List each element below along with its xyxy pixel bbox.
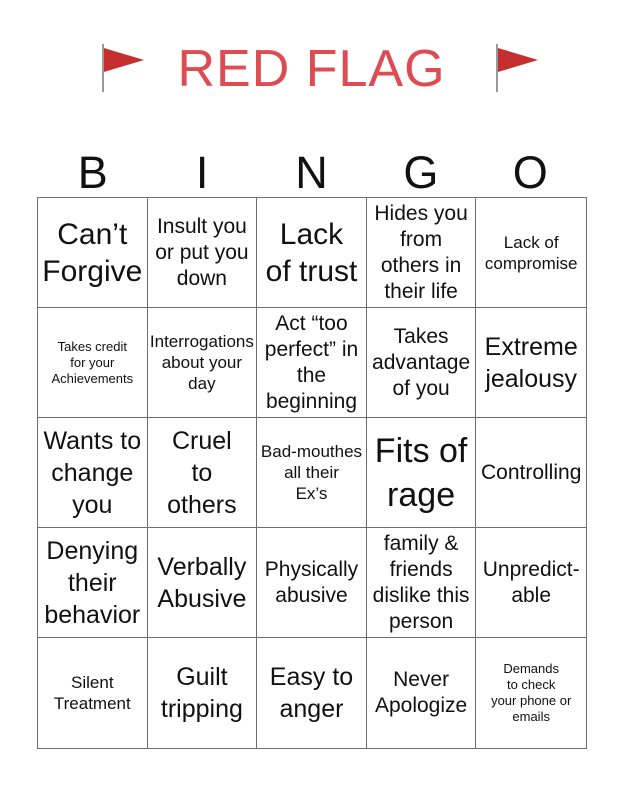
cell-text: Silent Treatment	[53, 673, 131, 713]
cell-text: Verbally Abusive	[157, 552, 247, 613]
cell-text: Takes advantage of you	[372, 324, 471, 400]
cell-text: family & friends dislike this person	[372, 531, 470, 633]
bingo-cell[interactable]	[38, 418, 148, 528]
cell-text: Act “too perfect” in the beginning	[264, 311, 359, 413]
bingo-cell[interactable]	[476, 528, 586, 638]
bingo-cell[interactable]	[367, 638, 477, 748]
bingo-letter: I	[195, 147, 209, 198]
bingo-board	[37, 197, 587, 749]
cell-text: Denying their behavior	[44, 536, 141, 629]
bingo-letter: B	[77, 147, 108, 198]
cell-text: Insult you or put you down	[155, 214, 249, 290]
cell-text: Fits of rage	[374, 431, 468, 514]
cell-text: Easy to anger	[269, 663, 354, 723]
bingo-cell[interactable]	[148, 638, 258, 748]
cell-text: Never Apologize	[374, 668, 468, 717]
bingo-cell[interactable]	[257, 198, 367, 308]
cell-text: Lack of trust	[265, 217, 358, 288]
bingo-cell[interactable]	[38, 198, 148, 308]
cell-text: Physically abusive	[264, 557, 359, 607]
bingo-header	[38, 147, 585, 198]
bingo-cell[interactable]	[38, 528, 148, 638]
bingo-cell[interactable]	[148, 528, 258, 638]
title-row	[0, 38, 623, 108]
bingo-letter: O	[512, 147, 548, 198]
cell-text: Cruel to others	[167, 426, 237, 519]
bingo-letter: G	[403, 147, 439, 198]
bingo-cell[interactable]	[148, 418, 258, 528]
cell-text: Hides you from others in their life	[374, 201, 468, 303]
cell-text: Extreme jealousy	[484, 332, 578, 393]
bingo-cell[interactable]	[257, 638, 367, 748]
red-flag-icon	[492, 40, 542, 92]
bingo-cell[interactable]	[367, 308, 477, 418]
cell-text: Unpredict- able	[482, 557, 580, 607]
bingo-cell[interactable]	[257, 308, 367, 418]
cell-text: Bad-mouthes all their Ex’s	[260, 442, 363, 503]
cell-text: Can’t Forgive	[42, 217, 143, 288]
cell-text: Takes credit for your Achievements	[51, 338, 134, 386]
bingo-cell[interactable]	[367, 418, 477, 528]
bingo-cell[interactable]	[148, 308, 258, 418]
bingo-cell[interactable]	[257, 418, 367, 528]
bingo-cell[interactable]	[476, 308, 586, 418]
bingo-cell[interactable]	[38, 308, 148, 418]
bingo-cell[interactable]	[148, 198, 258, 308]
cell-text: Demands to check your phone or emails	[491, 661, 572, 724]
page-title: RED FLAG	[177, 40, 446, 98]
cell-text: Controlling	[480, 460, 582, 484]
cell-text: Guilt tripping	[160, 663, 243, 723]
cell-text: Wants to change you	[43, 426, 142, 519]
bingo-cell[interactable]	[476, 198, 586, 308]
bingo-cell[interactable]	[257, 528, 367, 638]
bingo-cell[interactable]	[476, 638, 586, 748]
bingo-cell[interactable]	[367, 198, 477, 308]
bingo-cell[interactable]	[476, 418, 586, 528]
bingo-cell[interactable]	[367, 528, 477, 638]
cell-text: Lack of compromise	[484, 232, 578, 273]
bingo-letter: N	[295, 147, 328, 198]
bingo-cell[interactable]	[38, 638, 148, 748]
cell-text: Interrogations about your day	[149, 332, 254, 393]
